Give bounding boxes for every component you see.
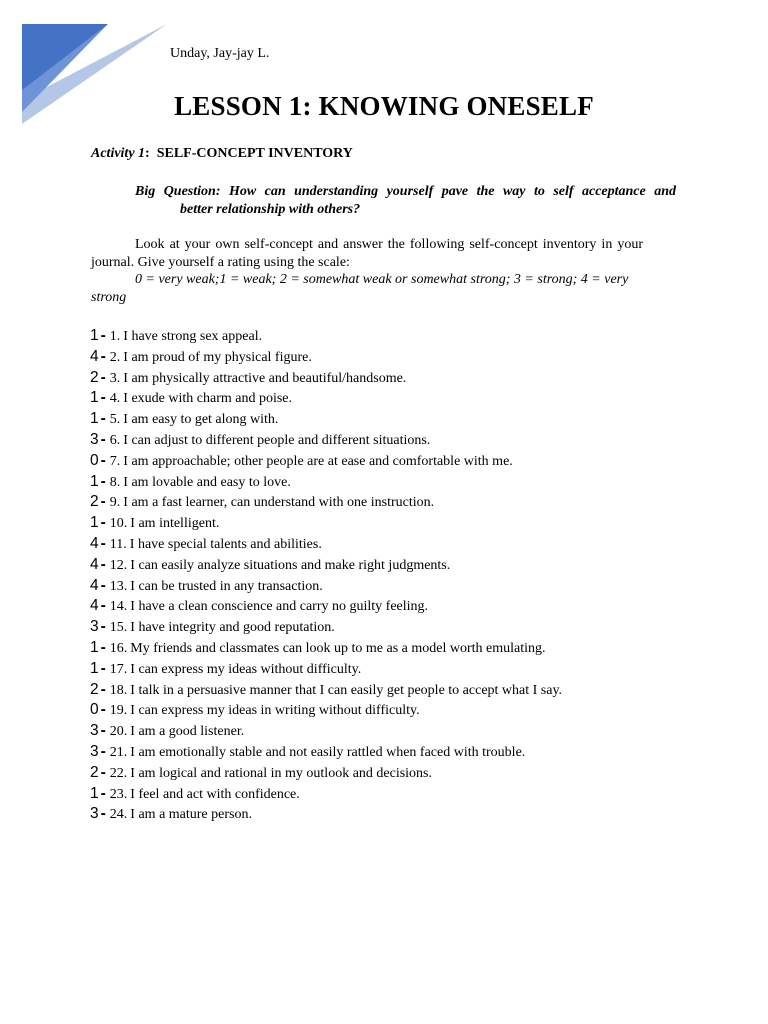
inventory-number: 21. <box>109 744 128 760</box>
inventory-number: 23. <box>109 786 128 802</box>
inventory-statement: I can be trusted in any transaction. <box>130 578 323 594</box>
inventory-rating: 3 <box>90 742 99 760</box>
rating-separator: - <box>100 618 106 636</box>
inventory-statement: I can express my ideas without difficulty. <box>130 661 362 677</box>
inventory-number: 17. <box>109 661 128 677</box>
inventory-statement: I am a mature person. <box>130 807 252 823</box>
inventory-statement: I am lovable and easy to love. <box>123 474 291 490</box>
inventory-item <box>90 784 562 805</box>
inventory-item <box>90 368 562 389</box>
rating-separator: - <box>100 368 106 386</box>
inventory-number: 6. <box>109 432 121 448</box>
instructions-paragraph: Look at your own self-concept and answer the following self-concept inventory in your journal. Give yourself a rating using the scale: <box>91 237 643 270</box>
inventory-statement: I have a clean conscience and carry no guilty feeling. <box>130 599 429 615</box>
inventory-rating: 1 <box>90 659 99 677</box>
inventory-rating: 0 <box>90 451 99 469</box>
rating-separator: - <box>100 659 106 677</box>
inventory-rating: 3 <box>90 618 99 636</box>
inventory-rating: 3 <box>90 722 99 740</box>
inventory-rating: 4 <box>90 534 99 552</box>
inventory-number: 11. <box>109 536 127 552</box>
inventory-number: 12. <box>109 557 128 573</box>
inventory-statement: I am logical and rational in my outlook and decisions. <box>130 765 433 781</box>
inventory-statement: I talk in a persuasive manner that I can easily get people to accept what I say. <box>130 682 563 698</box>
activity-title: SELF-CONCEPT INVENTORY <box>156 146 353 161</box>
inventory-statement: I am physically attractive and beautiful/handsome. <box>123 370 407 386</box>
rating-separator: - <box>100 410 106 428</box>
inventory-number: 8. <box>109 474 121 490</box>
rating-separator: - <box>100 555 106 573</box>
inventory-rating: 1 <box>90 784 99 802</box>
inventory-rating: 1 <box>90 410 99 428</box>
inventory-number: 4. <box>109 391 121 407</box>
inventory-rating: 1 <box>90 327 99 344</box>
rating-separator: - <box>100 389 106 407</box>
rating-scale: 0 = very weak;1 = weak; 2 = somewhat weak or somewhat strong; 3 = strong; 4 = very strong <box>91 272 629 305</box>
inventory-item <box>90 576 562 597</box>
inventory-item <box>90 492 562 513</box>
inventory-rating: 2 <box>90 493 99 511</box>
inventory-item <box>90 763 562 784</box>
inventory-rating: 1 <box>90 638 99 656</box>
inventory-number: 18. <box>109 682 128 698</box>
author-name: Unday, Jay-jay L. <box>170 46 270 61</box>
activity-label: Activity 1 <box>91 146 146 161</box>
lesson-title: LESSON 1: KNOWING ONESELF <box>174 91 594 121</box>
inventory-rating: 3 <box>90 805 99 823</box>
inventory-rating: 4 <box>90 347 99 365</box>
activity-heading <box>91 146 353 162</box>
inventory-rating: 3 <box>90 430 99 448</box>
inventory-item <box>90 700 562 721</box>
inventory-number: 9. <box>109 495 121 511</box>
inventory-list <box>90 326 562 825</box>
inventory-statement: I feel and act with confidence. <box>130 786 300 802</box>
inventory-rating: 1 <box>90 514 99 532</box>
inventory-statement: I can express my ideas in writing without difficulty. <box>130 703 420 719</box>
inventory-item <box>90 659 562 680</box>
inventory-item <box>90 804 562 825</box>
inventory-number: 13. <box>109 578 128 594</box>
inventory-rating: 1 <box>90 472 99 490</box>
inventory-number: 5. <box>109 412 121 428</box>
rating-separator: - <box>100 534 106 552</box>
activity-colon: : <box>145 146 150 161</box>
inventory-statement: I am a fast learner, can understand with one instruction. <box>123 495 435 511</box>
inventory-rating: 2 <box>90 680 99 698</box>
rating-separator: - <box>100 472 106 490</box>
inventory-statement: I am a good listener. <box>130 724 245 740</box>
inventory-rating: 4 <box>90 576 99 594</box>
inventory-number: 3. <box>109 370 121 386</box>
inventory-rating: 4 <box>90 555 99 573</box>
inventory-item <box>90 721 562 742</box>
inventory-item <box>90 742 562 763</box>
inventory-statement: I am approachable; other people are at ease and comfortable with me. <box>123 453 513 469</box>
inventory-statement: I have integrity and good reputation. <box>130 620 335 636</box>
inventory-number: 20. <box>109 724 128 740</box>
inventory-number: 10. <box>109 516 128 532</box>
inventory-number: 15. <box>109 620 128 636</box>
inventory-item <box>90 555 562 576</box>
rating-separator: - <box>100 451 106 469</box>
inventory-item <box>90 409 562 430</box>
inventory-statement: I am intelligent. <box>130 516 220 532</box>
inventory-statement: I can easily analyze situations and make right judgments. <box>130 557 451 573</box>
rating-separator: - <box>100 514 106 532</box>
inventory-number: 22. <box>109 765 128 781</box>
inventory-number: 2. <box>109 349 121 365</box>
rating-separator: - <box>100 638 106 656</box>
inventory-number: 14. <box>109 599 128 615</box>
inventory-statement: I can adjust to different people and different situations. <box>123 432 431 448</box>
inventory-statement: I have special talents and abilities. <box>129 536 322 552</box>
inventory-number: 7. <box>109 453 121 469</box>
rating-separator: - <box>100 347 106 365</box>
rating-separator: - <box>100 493 106 511</box>
inventory-item <box>90 617 562 638</box>
inventory-item <box>90 534 562 555</box>
inventory-item <box>90 513 562 534</box>
rating-separator: - <box>100 576 106 594</box>
rating-separator: - <box>100 680 106 698</box>
inventory-item <box>90 638 562 659</box>
inventory-rating: 2 <box>90 368 99 386</box>
inventory-number: 1. <box>109 329 121 344</box>
rating-separator: - <box>100 784 106 802</box>
inventory-rating: 0 <box>90 701 99 719</box>
inventory-item <box>90 388 562 409</box>
inventory-rating: 1 <box>90 389 99 407</box>
inventory-item <box>90 326 562 347</box>
big-question-line-1: Big Question: How can understanding yourself pave the way to self acceptance and <box>135 184 676 199</box>
inventory-statement: I am emotionally stable and not easily rattled when faced with trouble. <box>130 744 526 760</box>
inventory-number: 16. <box>109 640 128 656</box>
rating-separator: - <box>100 430 106 448</box>
inventory-statement: I am proud of my physical figure. <box>123 349 312 365</box>
rating-separator: - <box>100 805 106 823</box>
inventory-statement: My friends and classmates can look up to me as a model worth emulating. <box>130 640 546 656</box>
rating-separator: - <box>100 722 106 740</box>
inventory-number: 24. <box>109 807 128 823</box>
inventory-item <box>90 596 562 617</box>
inventory-item <box>90 347 562 368</box>
inventory-statement: I have strong sex appeal. <box>123 329 263 344</box>
rating-separator: - <box>100 701 106 719</box>
rating-separator: - <box>100 763 106 781</box>
inventory-rating: 4 <box>90 597 99 615</box>
inventory-statement: I exude with charm and poise. <box>123 391 293 407</box>
rating-separator: - <box>100 597 106 615</box>
inventory-number: 19. <box>109 703 128 719</box>
rating-separator: - <box>100 327 106 344</box>
inventory-rating: 2 <box>90 763 99 781</box>
inventory-item <box>90 451 562 472</box>
inventory-item <box>90 430 562 451</box>
inventory-item <box>90 680 562 701</box>
inventory-item <box>90 472 562 493</box>
big-question-line-2: better relationship with others? <box>180 202 361 217</box>
rating-separator: - <box>100 742 106 760</box>
inventory-statement: I am easy to get along with. <box>123 412 279 428</box>
